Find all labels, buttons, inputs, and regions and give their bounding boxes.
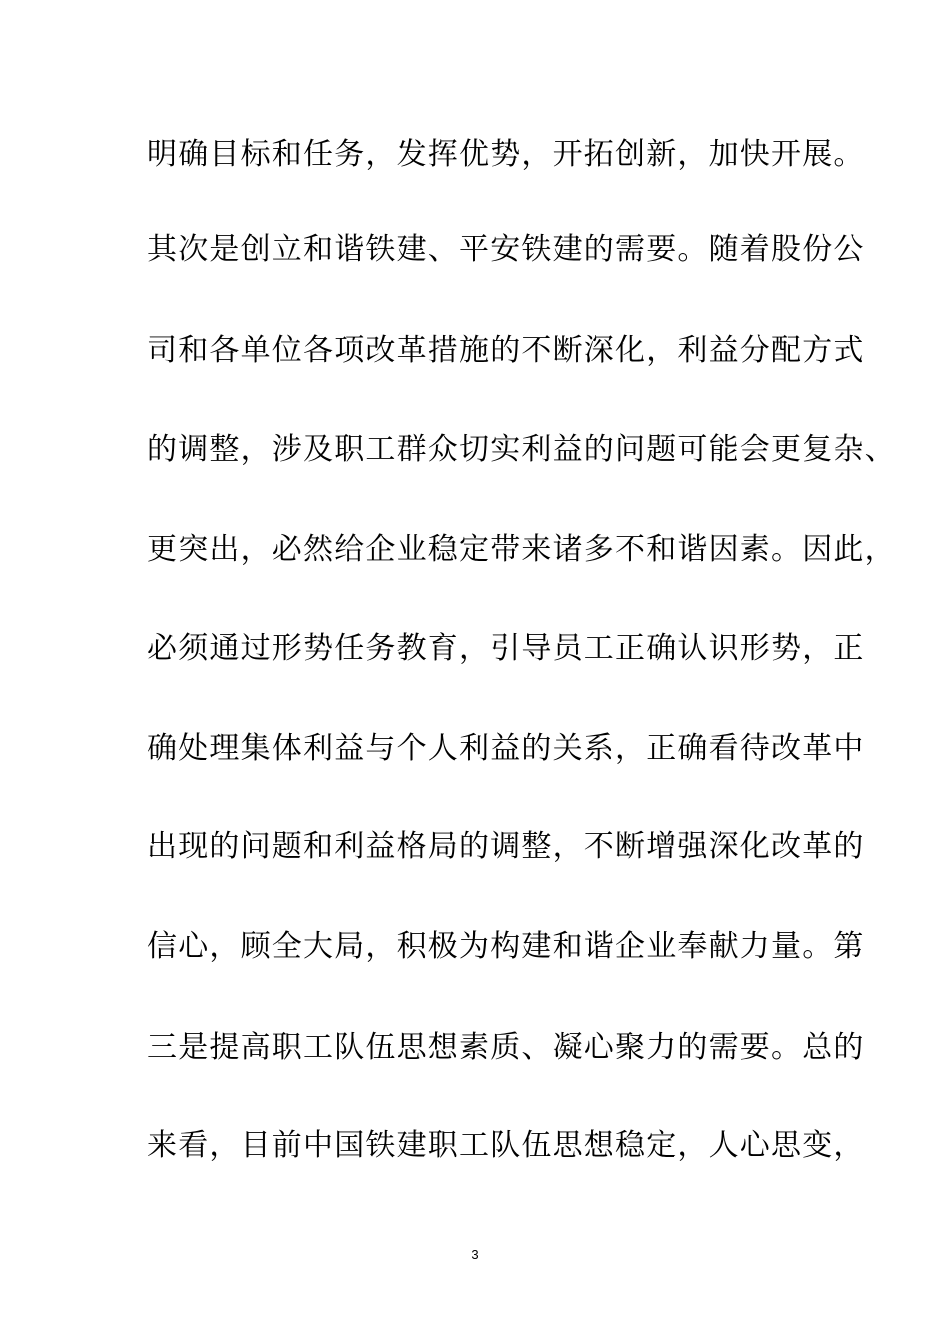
text-line-4: 的调整，涉及职工群众切实利益的问题可能会更复杂、 — [147, 432, 896, 467]
text-line-10: 三是提高职工队伍思想素质、凝心聚力的需要。总的 — [147, 1030, 865, 1065]
text-line-7: 确处理集体利益与个人利益的关系，正确看待改革中 — [147, 731, 865, 766]
page-number: 3 — [471, 1247, 479, 1262]
text-line-9: 信心，顾全大局，积极为构建和谐企业奉献力量。第 — [147, 929, 865, 964]
text-line-2: 其次是创立和谐铁建、平安铁建的需要。随着股份公 — [147, 232, 865, 267]
text-line-6: 必须通过形势任务教育，引导员工正确认识形势，正 — [147, 631, 865, 666]
text-line-11: 来看，目前中国铁建职工队伍思想稳定，人心思变， — [147, 1128, 865, 1163]
text-line-5: 更突出，必然给企业稳定带来诸多不和谐因素。因此， — [147, 532, 896, 567]
text-line-1: 明确目标和任务，发挥优势，开拓创新，加快开展。 — [147, 137, 865, 172]
text-line-8: 出现的问题和利益格局的调整，不断增强深化改革的 — [147, 829, 865, 864]
text-line-3: 司和各单位各项改革措施的不断深化，利益分配方式 — [147, 333, 865, 368]
